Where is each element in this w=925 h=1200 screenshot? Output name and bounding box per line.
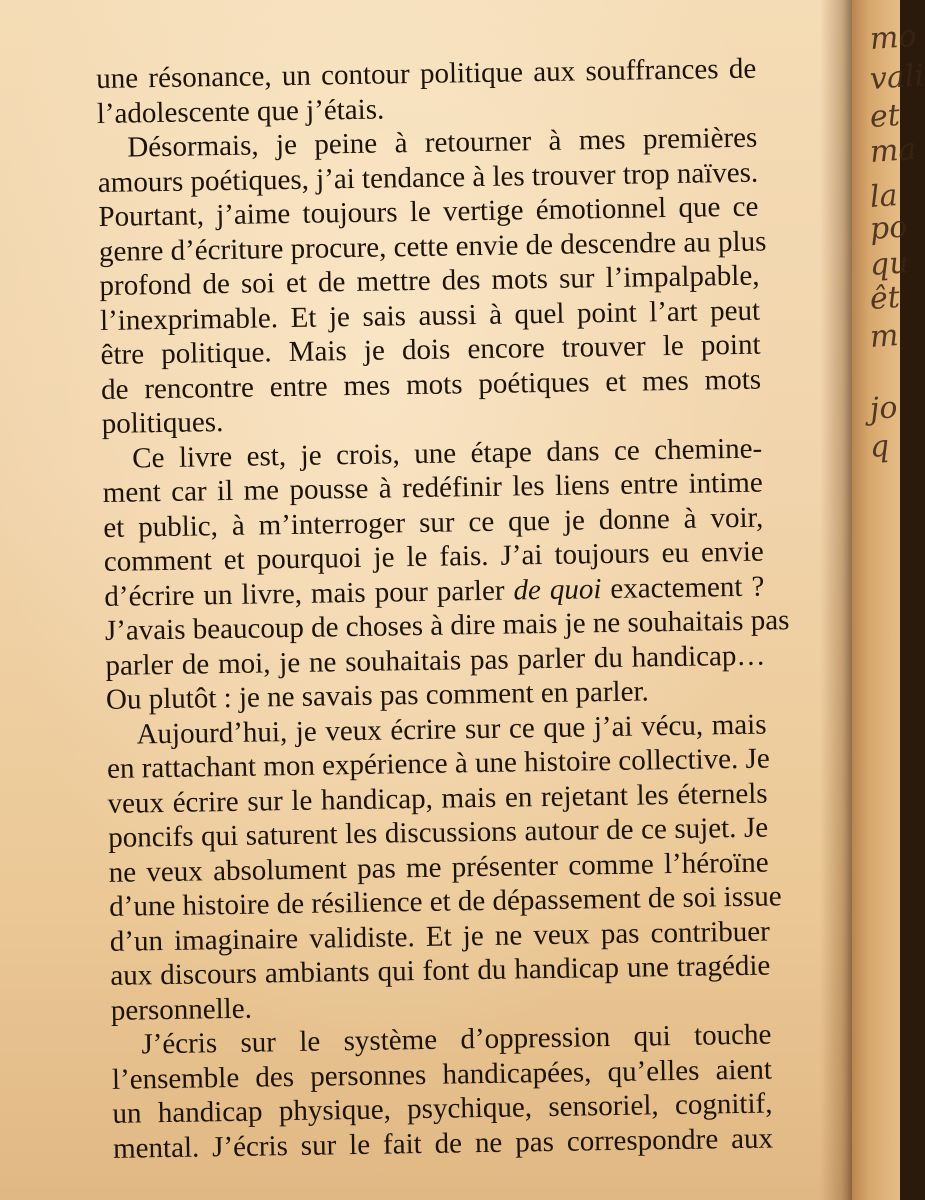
next-page-fragment: la <box>868 178 899 215</box>
next-page-fragment: po <box>868 209 909 247</box>
text-line: profond de soi et de mettre des mots sur l’impalpable, <box>99 259 760 302</box>
text-line: personnelle. <box>110 992 253 1027</box>
text-line: de rencontre entre mes mots poétiques et mes mots <box>100 363 762 406</box>
text-line: mental. J’écris sur le fait de ne pas correspondre aux <box>112 1122 774 1165</box>
text-line: genre d’écriture procure, cette envie de descendre au plus <box>98 224 767 268</box>
text-line: ne veux absolument pas me présenter comme l’héroïne <box>108 846 769 889</box>
next-page-fragment: qu <box>868 245 910 283</box>
next-page-fragment: ma <box>868 131 918 170</box>
right-page-edge <box>852 0 925 1200</box>
text-line: Désormais, je peine à retourner à mes premières <box>127 121 758 164</box>
text-line: d’un imaginaire validiste. Et je ne veux pas contribuer <box>109 915 770 958</box>
text-line: l’inexprimable. Et je sais aussi à quel point l’art peut <box>99 294 761 337</box>
text-line: J’écris sur le système d’oppression qui touche <box>141 1018 772 1061</box>
text-line: une résonance, un contour politique aux souffrances de <box>96 52 757 95</box>
text-line: Aujourd’hui, je veux écrire sur ce que j’ai vécu, mais <box>136 708 767 750</box>
text-line: Ce livre est, je crois, une étape dans ce chemine- <box>131 432 763 474</box>
text-line: amours poétiques, j’ai tendance à les trouver trop naïves. <box>97 156 759 199</box>
text-line: comment et pourquoi je le fais. J’ai toujours eu envie <box>103 535 765 578</box>
text-line: J’avais beaucoup de choses à dire mais je ne souhaitais pas <box>104 604 790 647</box>
text-line: aux discours ambiants qui font du handicap une tragédie <box>110 949 771 992</box>
text-line: d’une histoire de résilience et de dépassement de soi issue <box>109 880 782 923</box>
text-line: veux écrire sur le handicap, mais en rejetant les éternels <box>107 777 768 820</box>
next-page-fragment: jo <box>868 390 899 427</box>
text-line: ment car il me pousse à redéfinir les liens entre intime <box>102 466 763 509</box>
text-line: politiques. <box>101 406 224 440</box>
page-text <box>96 52 790 1166</box>
text-line: Pourtant, j’aime toujours le vertige émotionnel que ce <box>98 190 759 233</box>
next-page-fragment: mo <box>868 18 918 57</box>
text-segment: exactement ? <box>601 570 765 605</box>
next-page-fragment: et <box>868 97 901 135</box>
next-page-fragment: q <box>868 428 891 465</box>
text-line: un handicap physique, psychique, sensoriel, cognitif, <box>112 1087 773 1130</box>
text-line: l’ensemble des personnes handicapées, qu’elles aient <box>111 1053 773 1096</box>
next-page-fragment: vali <box>868 58 925 97</box>
italic-segment: de quoi <box>513 572 602 607</box>
text-line: poncifs qui saturent les discussions autour de ce sujet. Je <box>107 811 769 854</box>
next-page-fragment: m <box>868 318 900 355</box>
next-page-fragment: êt <box>868 279 901 317</box>
text-segment: d’écrire un livre, mais pour parler <box>104 574 514 613</box>
text-line: Ou plutôt : je ne savais pas comment en parler. <box>105 675 650 716</box>
text-line: être politique. Mais je dois encore trouver le point <box>100 328 761 371</box>
text-line: en rattachant mon expérience à une histoire collective. Je <box>106 742 770 785</box>
text-line: l’adolescente que j’étais. <box>96 92 385 130</box>
text-line: et public, à m’interroger sur ce que je donne à voir, <box>103 501 764 544</box>
text-line: parler de moi, je ne souhaitais pas parler du handicap… <box>105 639 766 682</box>
